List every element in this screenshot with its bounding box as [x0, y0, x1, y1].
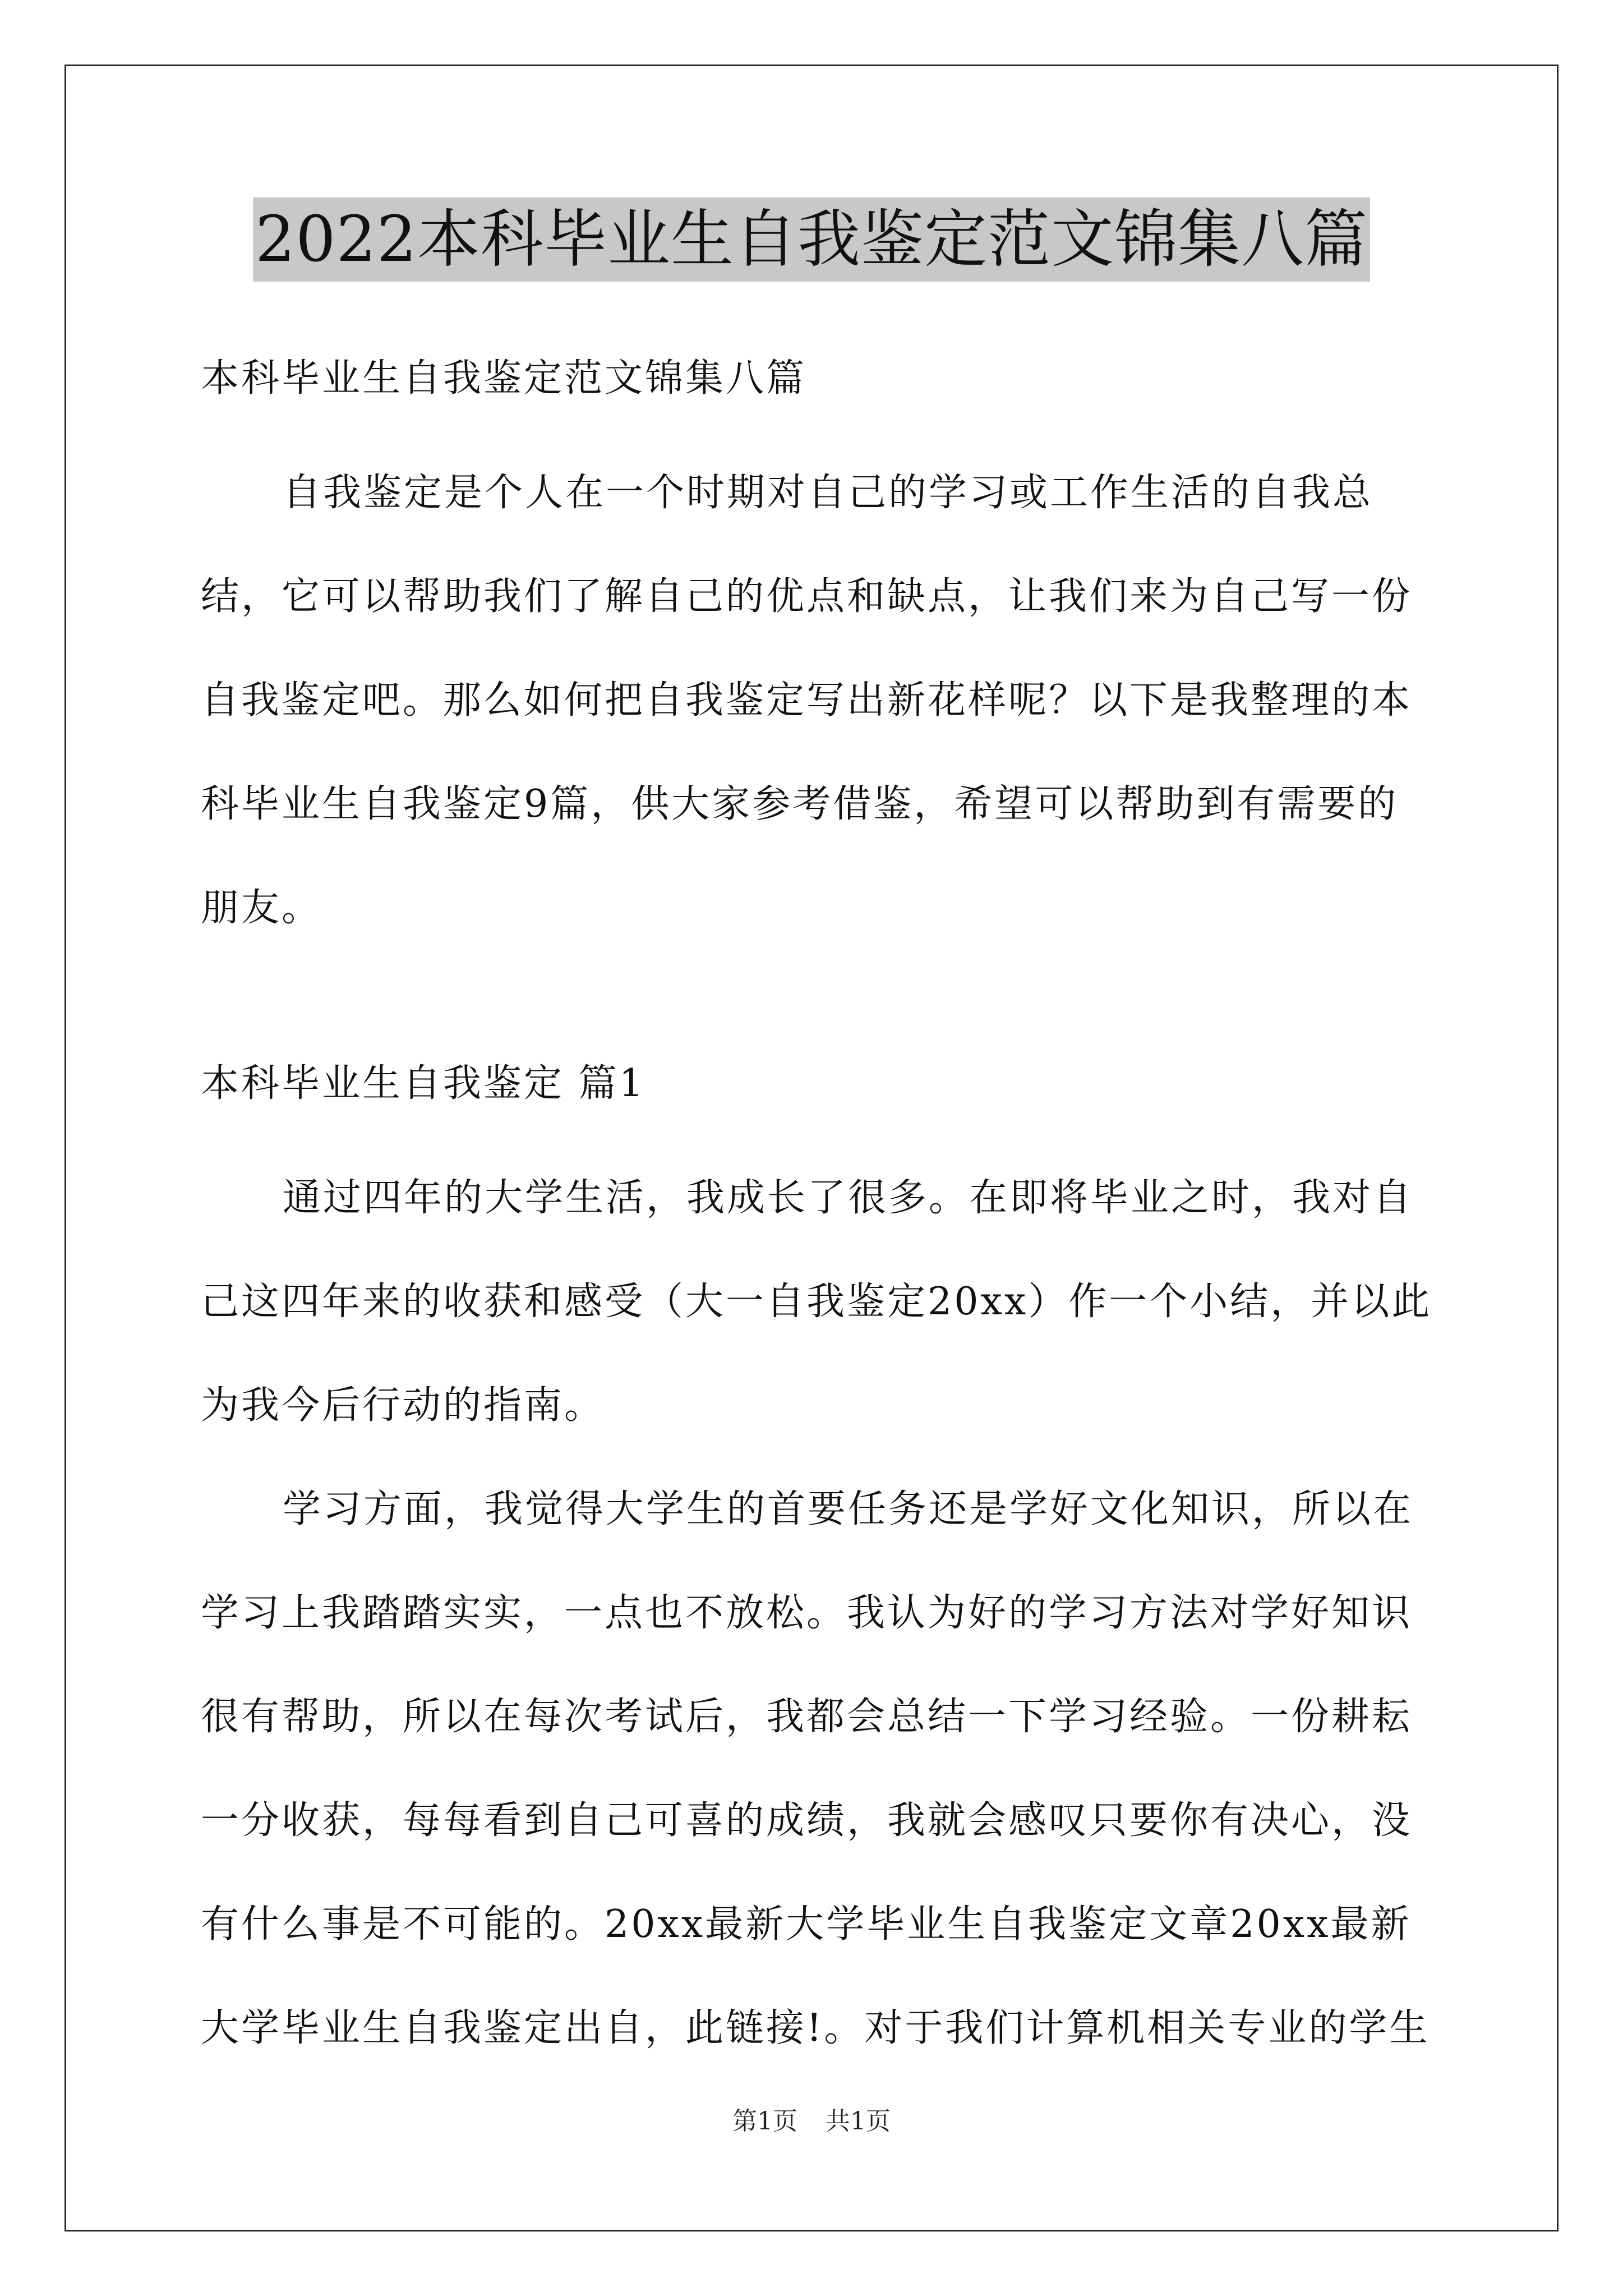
page-number-total: 共1页	[826, 2107, 891, 2136]
section-heading: 本科毕业生自我鉴定 篇1	[201, 1061, 645, 1106]
page-number-current: 第1页	[732, 2107, 797, 2136]
page-footer	[0, 2105, 1623, 2138]
intro-paragraph: 自我鉴定是个人在一个时期对自己的学习或工作生活的自我总结，它可以帮助我们了解自己的优点和缺点，让我们来为自己写一份自我鉴定吧。那么如何把自我鉴定写出新花样呢？以下是我整理的本科毕业生自我鉴定9篇，供大家参考借鉴，希望可以帮助到有需要的朋友。	[201, 471, 1413, 930]
document-title: 2022本科毕业生自我鉴定范文锦集八篇	[253, 197, 1370, 282]
document-body	[201, 337, 1435, 2080]
document-subtitle: 本科毕业生自我鉴定范文锦集八篇	[201, 356, 807, 401]
section-paragraph-1: 通过四年的大学生活，我成长了很多。在即将毕业之时，我对自己这四年来的收获和感受（大一自我鉴定20xx）作一个小结，并以此为我今后行动的指南。	[201, 1176, 1432, 1428]
section-paragraph-2: 学习方面，我觉得大学生的首要任务还是学好文化知识，所以在学习上我踏踏实实，一点也不放松。我认为好的学习方法对学好知识很有帮助，所以在每次考试后，我都会总结一下学习经验。一份耕耘一分收获，每每看到自己可喜的成绩，我就会感叹只要你有决心，没有什么事是不可能的。20xx最新大学毕业生自我鉴定文章20xx最新大学毕业生自我鉴定出自，此链接!。对于我们计算机相关专业的学生	[201, 1487, 1430, 2050]
title-container	[0, 197, 1623, 282]
